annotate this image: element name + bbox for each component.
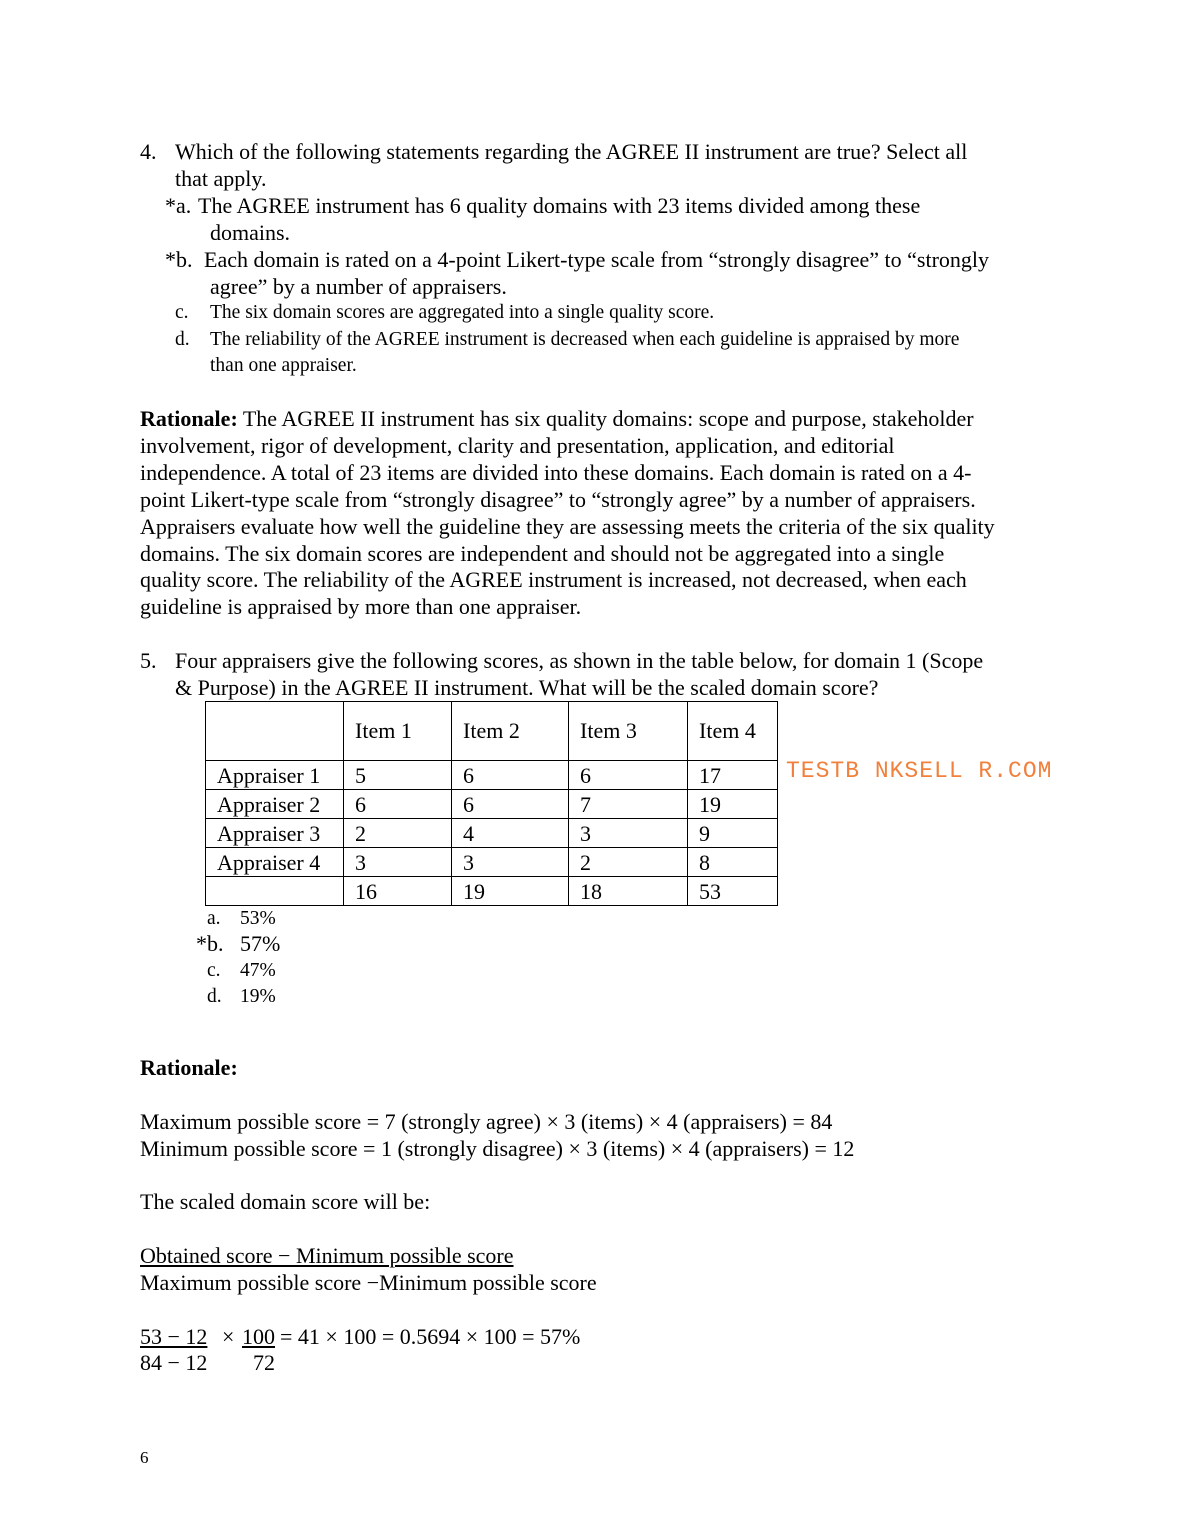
table-cell — [206, 877, 344, 906]
scores-table — [205, 701, 778, 906]
rationale-text: The AGREE II instrument has six quality domains: scope and purpose, stakeholder — [237, 406, 974, 431]
table-header: Item 3 — [569, 702, 688, 761]
rationale-text: domains. The six domain scores are independent and should not be aggregated into a single — [140, 541, 945, 566]
question-stem: that apply. — [175, 166, 267, 191]
table-cell: 6 — [452, 761, 569, 790]
table-cell: 5 — [344, 761, 452, 790]
table-cell: 6 — [344, 790, 452, 819]
rationale-text: point Likert-type scale from “strongly disagree” to “strongly agree” by a number of appraisers. — [140, 487, 976, 512]
rationale-label: Rationale: — [140, 406, 238, 431]
table-cell: Appraiser 2 — [206, 790, 344, 819]
table-cell: 19 — [452, 877, 569, 906]
question-stem: Four appraisers give the following scores, as shown in the table below, for domain 1 (Scope — [175, 648, 984, 673]
question-number: 4. — [140, 139, 157, 164]
calc-result: = 41 × 100 = 0.5694 × 100 = 57% — [280, 1324, 581, 1349]
table-cell: 2 — [344, 819, 452, 848]
scaled-intro: The scaled domain score will be: — [140, 1189, 431, 1214]
table-cell: 6 — [569, 761, 688, 790]
table-row — [206, 848, 778, 877]
table-row — [206, 819, 778, 848]
table-cell: Appraiser 3 — [206, 819, 344, 848]
question-stem: & Purpose) in the AGREE II instrument. What will be the scaled domain score? — [175, 675, 879, 700]
table-cell: Appraiser 1 — [206, 761, 344, 790]
option-label: *a. — [165, 193, 192, 218]
option-text: Each domain is rated on a 4-point Likert-type scale from “strongly disagree” to “strongly — [204, 247, 990, 272]
table-cell: 7 — [569, 790, 688, 819]
option-label: c. — [175, 302, 189, 323]
option-label: c. — [207, 960, 221, 981]
option-label: d. — [175, 329, 190, 350]
option-label: a. — [207, 908, 221, 929]
page-number: 6 — [140, 1448, 149, 1467]
option-text: than one appraiser. — [210, 355, 357, 376]
calc-numerator: 53 − 12 — [140, 1324, 208, 1349]
option-text: agree” by a number of appraisers. — [210, 274, 507, 299]
table-cell: 8 — [688, 848, 778, 877]
table-cell: 3 — [569, 819, 688, 848]
rationale-text: independence. A total of 23 items are divided into these domains. Each domain is rated on a 4- — [140, 460, 972, 485]
option-text: The AGREE instrument has 6 quality domains with 23 items divided among these — [198, 193, 921, 218]
calc-denominator: 84 − 12 — [140, 1350, 208, 1375]
option-label: *b. — [165, 247, 193, 272]
table-cell: 19 — [688, 790, 778, 819]
table-header: Item 4 — [688, 702, 778, 761]
rationale-text: involvement, rigor of development, clarity and presentation, application, and editorial — [140, 433, 895, 458]
table-cell: 9 — [688, 819, 778, 848]
table-header: Item 2 — [452, 702, 569, 761]
calc-numerator: 100 — [242, 1324, 275, 1349]
table-cell: 16 — [344, 877, 452, 906]
rationale-text: quality score. The reliability of the AGREE instrument is increased, not decreased, when each — [140, 567, 967, 592]
table-cell: 3 — [452, 848, 569, 877]
formula-numerator: Obtained score − Minimum possible score — [140, 1243, 514, 1268]
option-text: 47% — [240, 960, 276, 981]
table-cell: 17 — [688, 761, 778, 790]
rationale-text: Appraisers evaluate how well the guideline they are assessing meets the criteria of the six quality — [140, 514, 995, 539]
table-cell: 3 — [344, 848, 452, 877]
question-number: 5. — [140, 648, 157, 673]
question-stem: Which of the following statements regarding the AGREE II instrument are true? Select all — [175, 139, 968, 164]
formula-denominator: Maximum possible score −Minimum possible score — [140, 1270, 597, 1295]
option-text: 57% — [240, 931, 281, 956]
table-cell: 6 — [452, 790, 569, 819]
option-text: domains. — [210, 220, 291, 245]
table-header-row — [206, 702, 778, 761]
option-label: *b. — [196, 931, 224, 956]
table-cell: 53 — [688, 877, 778, 906]
table-cell: Appraiser 4 — [206, 848, 344, 877]
option-text: 19% — [240, 986, 276, 1007]
table-cell: 18 — [569, 877, 688, 906]
table-header: Item 1 — [344, 702, 452, 761]
table-row — [206, 790, 778, 819]
option-text: 53% — [240, 908, 276, 929]
table-cell: 4 — [452, 819, 569, 848]
table-row — [206, 761, 778, 790]
table-cell: 2 — [569, 848, 688, 877]
table-total-row — [206, 877, 778, 906]
calc-denominator: 72 — [253, 1350, 275, 1375]
rationale-label: Rationale: — [140, 1055, 238, 1080]
min-score-line: Minimum possible score = 1 (strongly disagree) × 3 (items) × 4 (appraisers) = 12 — [140, 1136, 855, 1161]
watermark: TESTB NKSELL R.COM — [786, 758, 1053, 784]
option-label: d. — [207, 986, 222, 1007]
calc-times: × — [222, 1324, 235, 1349]
max-score-line: Maximum possible score = 7 (strongly agree) × 3 (items) × 4 (appraisers) = 84 — [140, 1109, 833, 1134]
table-header — [206, 702, 344, 761]
option-text: The six domain scores are aggregated into a single quality score. — [210, 302, 715, 323]
option-text: The reliability of the AGREE instrument is decreased when each guideline is appraised by more — [210, 329, 960, 350]
rationale-text: guideline is appraised by more than one appraiser. — [140, 594, 582, 619]
